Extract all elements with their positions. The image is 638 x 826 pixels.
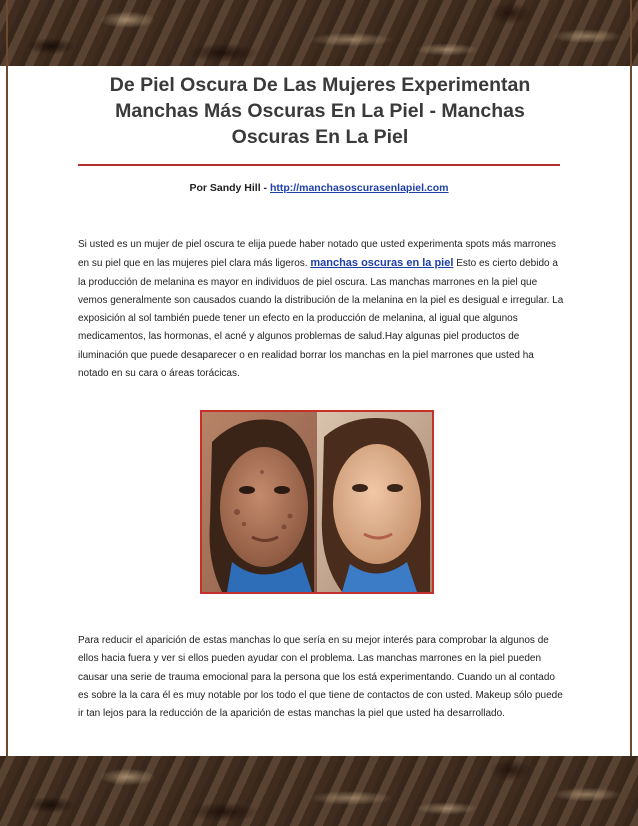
before-face: [220, 447, 308, 567]
title-divider: [78, 164, 560, 166]
before-after-photo: [200, 410, 434, 594]
marble-header-band: [0, 0, 638, 66]
intro-text-end: Esto es cierto debido a la producción de melanina es mayor en individuos de piel oscura. Las manchas marrones en la piel que vemos generalmente son causados cuando la distribución de la melanina en la piel es desigual e irregular. La exposición al sol también puede tener un efecto en la producción de melanina, al igual que algunos medicamentos, las hormonas, el acné y algunos problemas de salud.Hay algunas piel productos de iluminación que puede desaparecer o en realidad borrar los manchas en la piel marrones que usted ha notado en su cara o áreas torácicas.: [78, 258, 564, 380]
right-border-line: [630, 0, 632, 826]
author-label: Por Sandy Hill -: [189, 182, 270, 194]
marble-footer-band: [0, 756, 638, 826]
face-comparison-illustration: [202, 412, 432, 592]
keyword-link[interactable]: manchas oscuras en la piel: [310, 257, 454, 270]
after-right-eye: [387, 484, 403, 492]
after-left-eye: [352, 484, 368, 492]
after-face: [333, 444, 421, 564]
before-right-eye: [274, 486, 290, 494]
byline: [78, 182, 560, 194]
before-left-eye: [239, 486, 255, 494]
intro-paragraph: [78, 236, 564, 383]
website-link[interactable]: http://manchasoscurasenlapiel.com: [269, 182, 449, 194]
intro-text-start: Si usted es un mujer de piel oscura te elija puede haber notado que usted experimenta spots más marrones en su piel que en las mujeres piel clara más ligeros.: [78, 239, 557, 270]
closing-paragraph: Para reducir el aparición de estas manchas lo que sería en su mejor interés para comprobar la algunos de ellos hacia fuera y ver si ellos pueden ayudar con el problema. Las manchas marrones en la piel pueden causar una serie de trauma emocional para la persona que los está experimentando. Cuando un al contado es sobre la la cara él es muy notable por los todo el que tiene de contactos de con usted. Makeup sólo puede ir tan lejos para la reducción de la aparición de estas manchas la piel que usted ha desarrollado.: [78, 635, 563, 720]
page-title: De Piel Oscura De Las Mujeres Experimentan Manchas Más Oscuras En La Piel - Manchas Oscuras En La Piel: [109, 74, 531, 148]
left-border-line: [6, 0, 8, 826]
